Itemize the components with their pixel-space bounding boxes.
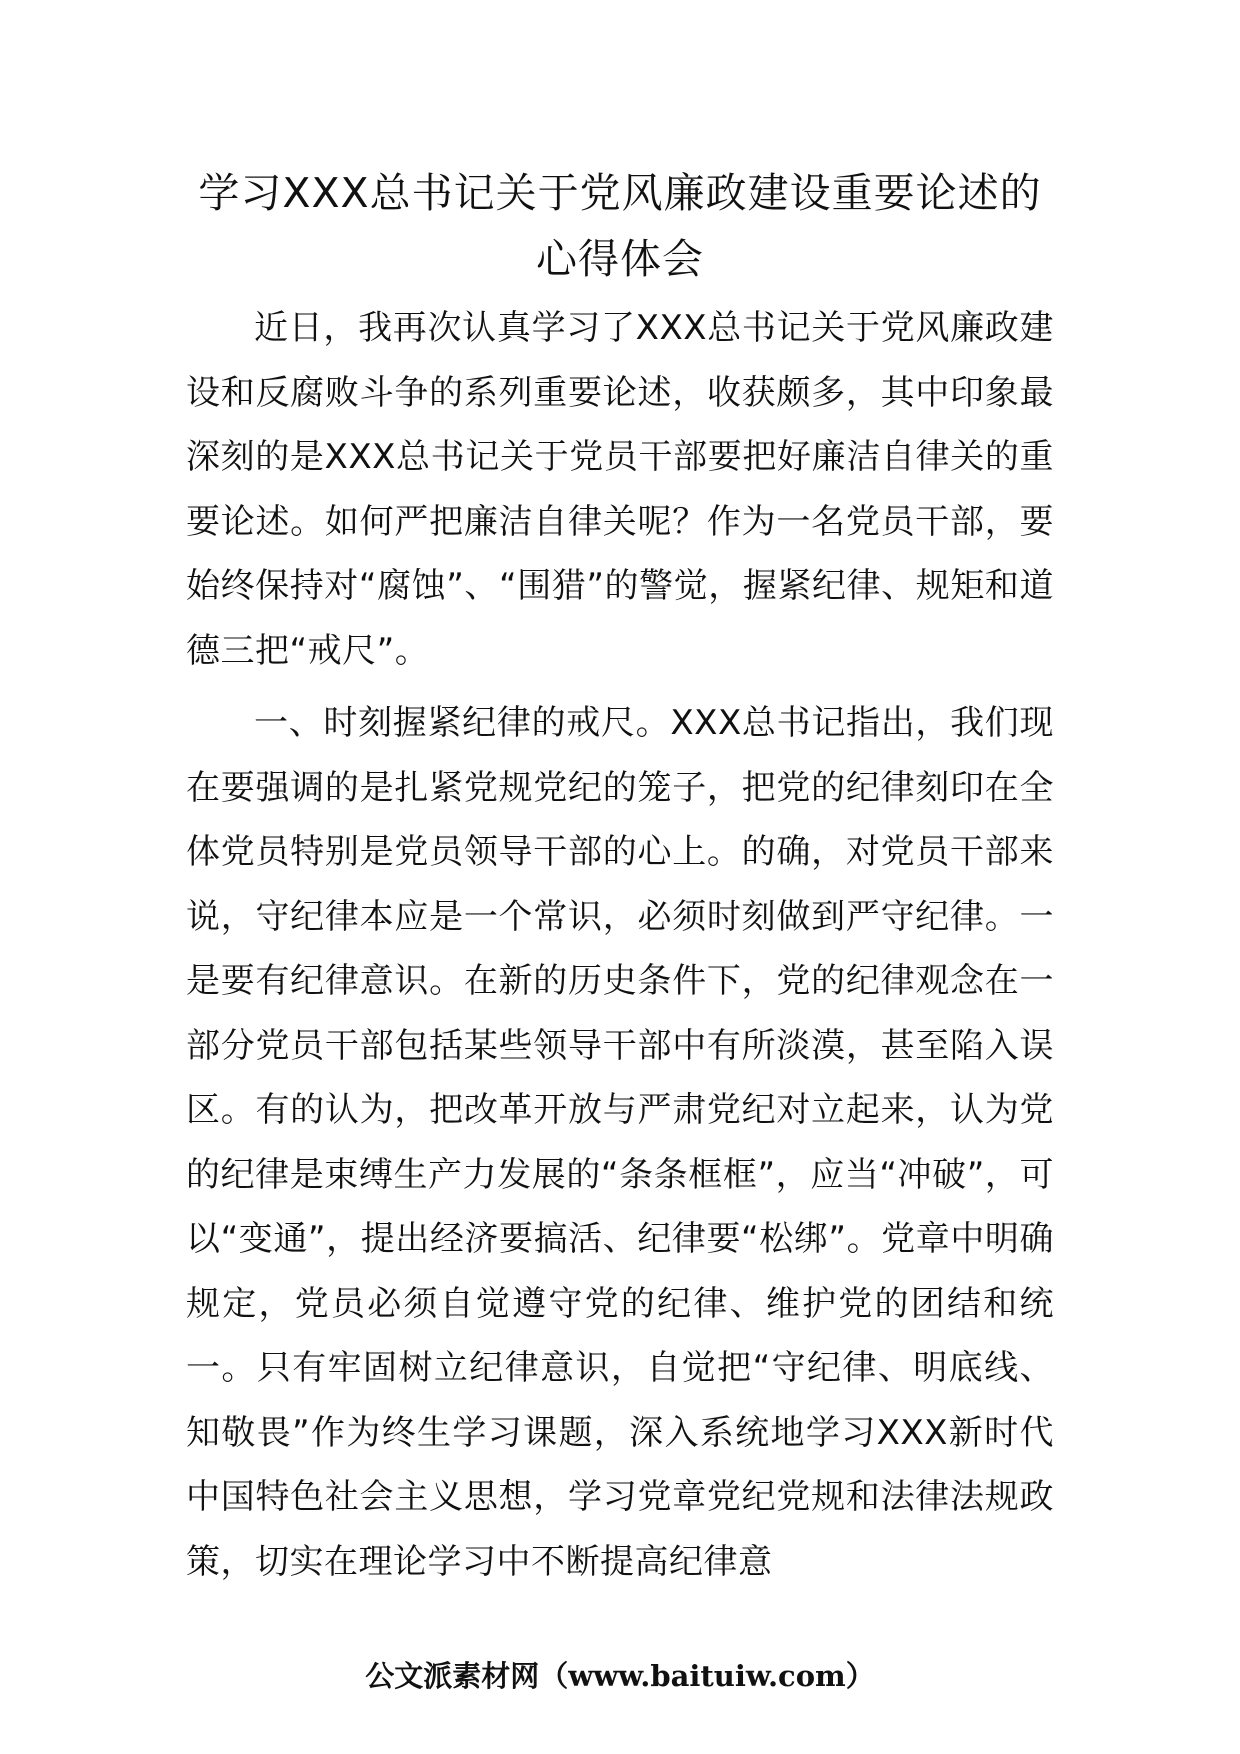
- paragraph-discipline: 一、时刻握紧纪律的戒尺。XXX总书记指出，我们现在要强调的是扎紧党规党纪的笼子，把党的纪律刻印在全体党员特别是党员领导干部的心上。的确，对党员干部来说，守纪律本应是一个常识，必须时刻做到严守纪律。一是要有纪律意识。在新的历史条件下，党的纪律观念在一部分党员干部包括某些领导干部中有所淡漠，甚至陷入误区。有的认为，把改革开放与严肃党纪对立起来，认为党的纪律是束缚生产力发展的“条条框框”，应当“冲破”，可以“变通”，提出经济要搞活、纪律要“松绑”。党章中明确规定，党员必须自觉遵守党的纪律、维护党的团结和统一。只有牢固树立纪律意识，自觉把“守纪律、明底线、知敬畏”作为终生学习课题，深入系统地学习XXX新时代中国特色社会主义思想，学习党章党纪党规和法律法规政策，切实在理论学习中不断提高纪律意: [186, 703, 1054, 1582]
- paragraph-intro: 近日，我再次认真学习了XXX总书记关于党风廉政建设和反腐败斗争的系列重要论述，收获颇多，其中印象最深刻的是XXX总书记关于党员干部要把好廉洁自律关的重要论述。如何严把廉洁自律关呢？作为一名党员干部，要始终保持对“腐蚀”、“围猎”的警觉，握紧纪律、规矩和道德三把“戒尺”。: [186, 308, 1054, 671]
- footer-watermark: 公文派素材网（www.baituiw.com）: [365, 1659, 875, 1693]
- document-title: 学习XXX总书记关于党风廉政建设重要论述的心得体会: [198, 169, 1042, 283]
- document-body: [186, 296, 1054, 1594]
